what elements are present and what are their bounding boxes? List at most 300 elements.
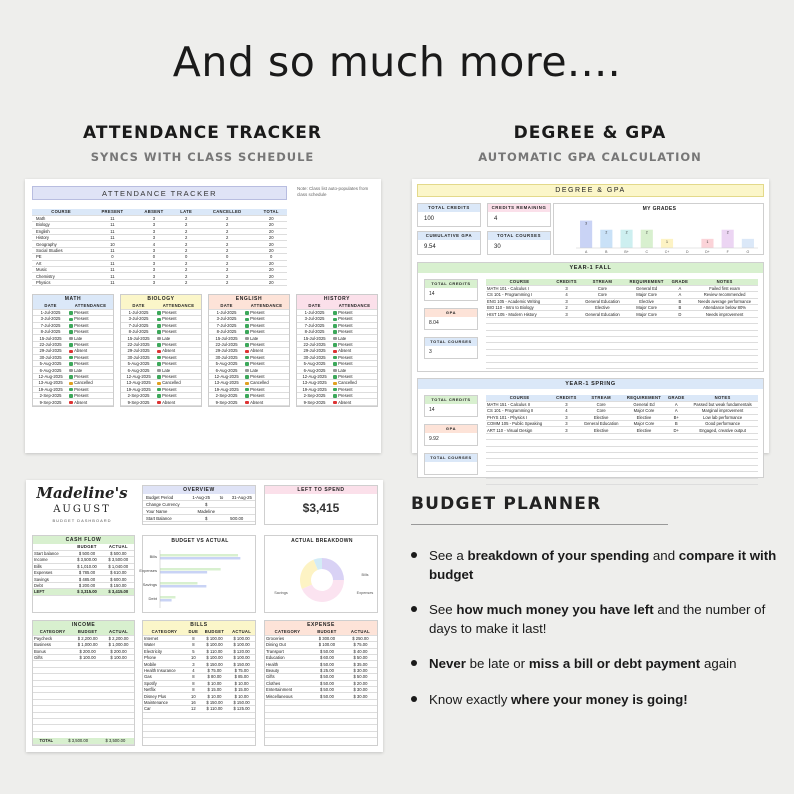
summary-cell: 2 bbox=[173, 279, 199, 285]
log-date: 9-Sep-2025 bbox=[121, 399, 156, 405]
table-cell: $ 30.00 bbox=[344, 687, 377, 693]
summary-cell: 3 bbox=[135, 222, 174, 228]
table-cell: $ 2,200.00 bbox=[72, 635, 103, 641]
log-status-text: Absent bbox=[338, 399, 352, 405]
course-cell bbox=[553, 362, 580, 368]
donut-label: Bills bbox=[361, 573, 369, 577]
summary-cell: 2 bbox=[199, 260, 255, 266]
planner-bullet bbox=[411, 654, 781, 673]
table-cell: Car bbox=[143, 706, 186, 712]
course-cell: ENG 105 - Academic Writing bbox=[486, 298, 553, 304]
course-cell: PHYS 101 - Physics I bbox=[486, 414, 553, 420]
summary-cell: 2 bbox=[199, 215, 255, 221]
cashflow-cell: $ 3,415.00 bbox=[103, 589, 134, 595]
log-date: 1-Jul-2025 bbox=[33, 309, 68, 315]
table-cell: 4 bbox=[186, 667, 201, 673]
log-status-text: Present bbox=[162, 393, 177, 399]
status-check-icon bbox=[157, 356, 161, 360]
log-status-text: Present bbox=[74, 322, 89, 328]
bullet-bold-text: breakdown of your spending bbox=[467, 548, 650, 563]
status-check-icon bbox=[245, 350, 249, 354]
grade-tick-label: F bbox=[726, 250, 729, 254]
year-side-value: 3 bbox=[429, 349, 432, 355]
cashflow-cell: $ 3,315.00 bbox=[71, 589, 102, 595]
course-cell: Elective bbox=[625, 298, 669, 304]
course-cell: A bbox=[665, 401, 687, 407]
log-status-text: Present bbox=[338, 322, 353, 328]
table-cell: Gifts bbox=[33, 655, 72, 661]
summary-cell: 2 bbox=[173, 222, 199, 228]
status-check-icon bbox=[157, 362, 161, 366]
log-status-text: Present bbox=[250, 316, 265, 322]
status-check-icon bbox=[157, 311, 161, 315]
summary-cell: Music bbox=[32, 267, 90, 273]
actual-breakdown-donut bbox=[265, 536, 379, 614]
grades-bar-chart bbox=[554, 204, 765, 256]
summary-cell: 20 bbox=[255, 222, 287, 228]
table-cell bbox=[310, 731, 344, 737]
log-status-text: Present bbox=[250, 361, 265, 367]
grades-chart bbox=[553, 203, 764, 255]
left-to-spend-value: $3,415 bbox=[302, 501, 340, 515]
degree-stat bbox=[487, 203, 551, 227]
table-cell: 8 bbox=[186, 680, 201, 686]
table-cell: 5 bbox=[186, 648, 201, 654]
course-cell: 3 bbox=[553, 285, 580, 291]
table-cell: Water bbox=[143, 642, 186, 648]
log-status-text: Absent bbox=[250, 348, 264, 354]
donut-slice bbox=[300, 560, 318, 589]
summary-cell: 2 bbox=[173, 235, 199, 241]
cashflow-cell: $ 1,040.00 bbox=[103, 563, 134, 569]
course-cell: Attendance below 80% bbox=[691, 305, 758, 311]
log-date: 7-Jul-2025 bbox=[209, 322, 244, 328]
grade-tick-label: B+ bbox=[624, 250, 629, 254]
attendance-log-title: ENGLISH bbox=[209, 295, 289, 303]
course-cell: Passed but weak fundamentals bbox=[687, 401, 758, 407]
course-cell: Core bbox=[580, 285, 624, 291]
table-cell: Gifts bbox=[265, 674, 310, 680]
headline: And so much more.... bbox=[172, 38, 622, 86]
attendance-summary-table bbox=[32, 209, 287, 286]
summary-row bbox=[32, 279, 287, 285]
status-check-icon bbox=[69, 311, 73, 315]
table-cell: $ 2,200.00 bbox=[103, 635, 134, 641]
table-cell: Phone bbox=[143, 655, 186, 661]
course-cell: A bbox=[665, 408, 687, 414]
status-check-icon bbox=[69, 375, 73, 379]
income-panel bbox=[32, 620, 135, 746]
table-cell: $ 10.00 bbox=[201, 693, 228, 699]
log-status-text: Present bbox=[162, 329, 177, 335]
log-date: 7-Jul-2025 bbox=[121, 322, 156, 328]
log-date: 8-Jul-2025 bbox=[33, 329, 68, 335]
log-status-text: Late bbox=[162, 367, 171, 373]
summary-header-cell: CANCELLED bbox=[199, 209, 255, 215]
log-status-text: Absent bbox=[162, 399, 176, 405]
status-check-icon bbox=[69, 324, 73, 328]
status-check-icon bbox=[245, 318, 249, 322]
course-cell: CS 101 - Programming II bbox=[486, 408, 553, 414]
table-row bbox=[265, 642, 377, 648]
course-cell: Elective bbox=[580, 427, 623, 433]
course-cell bbox=[486, 478, 553, 484]
summary-cell: Biology bbox=[32, 222, 90, 228]
table-cell: $ 30.00 bbox=[344, 693, 377, 699]
bullet-bold-text: compare it with budget bbox=[429, 548, 777, 582]
course-cell bbox=[669, 362, 692, 368]
summary-cell: 0 bbox=[255, 254, 287, 260]
summary-cell: 0 bbox=[173, 254, 199, 260]
course-cell: BIO 110 - Intro to Biology bbox=[486, 305, 553, 311]
table-cell bbox=[344, 731, 377, 737]
income-total-cell: $ 3,500.00 bbox=[60, 738, 97, 744]
log-header-cell: DATE bbox=[121, 303, 156, 309]
status-check-icon bbox=[245, 311, 249, 315]
course-cell: General Education bbox=[580, 298, 624, 304]
attendance-log-title: HISTORY bbox=[297, 295, 377, 303]
log-status-text: Late bbox=[74, 335, 83, 341]
table-cell: $ 50.00 bbox=[310, 648, 344, 654]
log-row bbox=[209, 399, 289, 405]
table-cell: $ 110.00 bbox=[201, 706, 228, 712]
summary-cell: 2 bbox=[199, 247, 255, 253]
summary-cell: 11 bbox=[90, 215, 134, 221]
table-row bbox=[265, 635, 377, 641]
course-cell bbox=[580, 478, 623, 484]
table-cell: Miscellaneous bbox=[265, 693, 310, 699]
log-date: 19-Aug-2025 bbox=[209, 386, 244, 392]
summary-cell: 3 bbox=[135, 273, 174, 279]
overview-value bbox=[222, 508, 253, 514]
log-date: 13-Aug-2025 bbox=[209, 380, 244, 386]
course-cell: MATH 101 - Calculus I bbox=[486, 285, 553, 291]
expense-panel bbox=[264, 620, 378, 746]
log-status-text: Present bbox=[250, 322, 265, 328]
log-date: 2-Sep-2025 bbox=[33, 392, 68, 398]
log-date: 12-Aug-2025 bbox=[209, 373, 244, 379]
table-cell bbox=[143, 731, 186, 737]
table-cell bbox=[228, 731, 255, 737]
table-cell: $ 250.00 bbox=[344, 635, 377, 641]
table-header-cell: ACTUAL bbox=[103, 629, 134, 635]
status-check-icon bbox=[69, 330, 73, 334]
bva-actual-bar bbox=[160, 571, 207, 574]
table-cell: $ 110.00 bbox=[201, 648, 228, 654]
log-status-text: Present bbox=[250, 393, 265, 399]
log-status-text: Present bbox=[74, 329, 89, 335]
course-cell: Elective bbox=[580, 414, 623, 420]
budget-vs-actual-chart bbox=[139, 536, 257, 614]
summary-cell: 11 bbox=[90, 267, 134, 273]
bva-budget-bar bbox=[160, 596, 175, 599]
status-check-icon bbox=[333, 369, 337, 373]
attendance-note: Note: Class list auto-populates from class schedule bbox=[297, 186, 369, 197]
left-to-spend-title: LEFT TO SPEND bbox=[265, 486, 377, 494]
status-check-icon bbox=[157, 394, 161, 398]
log-status-text: Present bbox=[250, 386, 265, 392]
log-status-text: Present bbox=[74, 361, 89, 367]
summary-cell: 2 bbox=[173, 267, 199, 273]
table-cell: $ 50.00 bbox=[310, 687, 344, 693]
log-date: 13-Aug-2025 bbox=[33, 380, 68, 386]
bullet-dot-icon bbox=[411, 696, 417, 702]
table-cell: 3 bbox=[186, 661, 201, 667]
summary-cell: 3 bbox=[135, 267, 174, 273]
log-header-cell: DATE bbox=[209, 303, 244, 309]
table-cell: $ 200.00 bbox=[103, 648, 134, 654]
course-cell: A bbox=[669, 285, 692, 291]
course-cell: Low lab performance bbox=[687, 414, 758, 420]
cashflow-row bbox=[33, 570, 134, 576]
table-cell: $ 100.00 bbox=[201, 642, 228, 648]
table-cell: 8 bbox=[186, 642, 201, 648]
summary-cell: 20 bbox=[255, 273, 287, 279]
grade-bar-O bbox=[742, 239, 754, 248]
table-cell: $ 100.00 bbox=[103, 655, 134, 661]
log-status-text: Present bbox=[338, 316, 353, 322]
log-status-text: Present bbox=[338, 373, 353, 379]
table-cell: $ 50.00 bbox=[310, 661, 344, 667]
status-check-icon bbox=[245, 375, 249, 379]
table-cell: $ 200.00 bbox=[72, 648, 103, 654]
bullet-bold-text: miss a bill or debt payment bbox=[528, 656, 701, 671]
degree-subtitle: AUTOMATIC GPA CALCULATION bbox=[478, 150, 702, 164]
table-cell: Entertainment bbox=[265, 687, 310, 693]
status-check-icon bbox=[69, 318, 73, 322]
course-cell: Review recommended bbox=[691, 292, 758, 298]
log-status-text: Present bbox=[338, 393, 353, 399]
cashflow-row bbox=[33, 550, 134, 556]
log-status-text: Present bbox=[162, 310, 177, 316]
income-total-cell: TOTAL bbox=[33, 738, 60, 744]
left-to-spend-panel bbox=[264, 485, 378, 525]
table-cell: $ 75.00 bbox=[344, 642, 377, 648]
cashflow-cell: LEFT bbox=[33, 589, 71, 595]
status-check-icon bbox=[333, 343, 337, 347]
table-cell: $ 40.00 bbox=[344, 648, 377, 654]
log-date: 5-Aug-2025 bbox=[297, 361, 332, 367]
table-cell: $ 25.00 bbox=[310, 667, 344, 673]
grade-bar-label: 3 bbox=[585, 221, 588, 226]
table-cell: 10 bbox=[186, 693, 201, 699]
course-cell: 4 bbox=[553, 292, 580, 298]
degree-stat-value: 100 bbox=[424, 216, 435, 222]
bva-actual-bar bbox=[160, 585, 206, 588]
cashflow-cell: Savings bbox=[33, 576, 71, 582]
log-date: 30-Jul-2025 bbox=[297, 354, 332, 360]
summary-cell: 11 bbox=[90, 228, 134, 234]
table-header-cell: ACTUAL bbox=[344, 629, 377, 635]
year-side-value: 8.04 bbox=[429, 320, 439, 326]
status-check-icon bbox=[157, 382, 161, 386]
log-status-text: Present bbox=[162, 361, 177, 367]
table-cell: $ 10.00 bbox=[228, 693, 255, 699]
course-cell: General Ed bbox=[625, 285, 669, 291]
course-cell: Good performance bbox=[687, 421, 758, 427]
year-side-label: GPA bbox=[425, 309, 477, 317]
course-cell: MATH 151 - Calculus II bbox=[486, 401, 553, 407]
log-status-text: Late bbox=[250, 367, 259, 373]
summary-cell: 2 bbox=[173, 247, 199, 253]
summary-cell: 20 bbox=[255, 279, 287, 285]
summary-cell: History bbox=[32, 235, 90, 241]
course-cell: Major Core bbox=[625, 292, 669, 298]
status-check-icon bbox=[333, 362, 337, 366]
course-cell bbox=[580, 362, 624, 368]
overview-key: Your Name bbox=[146, 509, 168, 514]
log-date: 15-Jul-2025 bbox=[33, 335, 68, 341]
table-cell: Disney Plus bbox=[143, 693, 186, 699]
log-status-text: Present bbox=[74, 393, 89, 399]
log-date: 30-Jul-2025 bbox=[209, 354, 244, 360]
donut-label: Savings bbox=[274, 591, 288, 595]
log-date: 2-Sep-2025 bbox=[209, 392, 244, 398]
table-cell: Beauty bbox=[265, 667, 310, 673]
summary-cell: 2 bbox=[199, 222, 255, 228]
course-cell bbox=[691, 362, 758, 368]
table-cell bbox=[72, 725, 103, 731]
bills-panel bbox=[142, 620, 256, 746]
status-check-icon bbox=[245, 324, 249, 328]
table-cell: Transport bbox=[265, 648, 310, 654]
grade-bar-label: 1 bbox=[666, 239, 668, 244]
status-check-icon bbox=[245, 362, 249, 366]
summary-cell: 0 bbox=[135, 254, 174, 260]
table-row-empty bbox=[33, 725, 134, 731]
table-cell: $ 75.00 bbox=[201, 667, 228, 673]
summary-cell: 20 bbox=[255, 241, 287, 247]
cashflow-cell: Bills bbox=[33, 563, 71, 569]
summary-header-cell: PRESENT bbox=[90, 209, 134, 215]
summary-cell: 20 bbox=[255, 267, 287, 273]
course-header-cell: GRADE bbox=[665, 395, 687, 401]
log-date: 5-Aug-2025 bbox=[33, 361, 68, 367]
log-status-text: Present bbox=[162, 354, 177, 360]
course-cell: COMM 105 - Public Speaking bbox=[486, 421, 553, 427]
course-cell: 3 bbox=[553, 311, 580, 317]
cashflow-cell: Start balance bbox=[33, 550, 71, 556]
table-cell: Clothes bbox=[265, 680, 310, 686]
cashflow-title: CASH FLOW bbox=[33, 536, 134, 544]
log-date: 15-Jul-2025 bbox=[121, 335, 156, 341]
log-date: 1-Jul-2025 bbox=[209, 309, 244, 315]
course-cell: Core bbox=[580, 401, 623, 407]
year-side-stat bbox=[424, 337, 478, 359]
summary-cell: 3 bbox=[135, 247, 174, 253]
log-row bbox=[121, 399, 201, 405]
grade-bar-label: 2 bbox=[625, 230, 628, 235]
overview-value: to bbox=[219, 495, 224, 500]
cashflow-cell: $ 1,010.00 bbox=[71, 563, 102, 569]
status-check-icon bbox=[245, 337, 249, 341]
year-side-stat bbox=[424, 279, 478, 301]
budget-dashboard-label: BUDGET DASHBOARD bbox=[52, 518, 112, 523]
log-date: 12-Aug-2025 bbox=[297, 373, 332, 379]
log-date: 8-Jul-2025 bbox=[209, 329, 244, 335]
course-cell: 3 bbox=[553, 414, 579, 420]
course-header-cell: CREDITS bbox=[553, 279, 580, 285]
grade-bar-label: 2 bbox=[726, 230, 729, 235]
grade-tick-label: D+ bbox=[705, 250, 710, 254]
log-date: 8-Jul-2025 bbox=[121, 329, 156, 335]
table-header-cell: DUE bbox=[186, 629, 201, 635]
cashflow-header-cell: ACTUAL bbox=[103, 544, 134, 550]
course-cell: Failed first exam bbox=[691, 285, 758, 291]
course-header-cell: COURSE bbox=[486, 395, 553, 401]
table-cell: Health Insurance bbox=[143, 667, 186, 673]
log-date: 29-Jul-2025 bbox=[121, 348, 156, 354]
course-header-cell: REQUIREMENT bbox=[625, 279, 669, 285]
bullet-bold-text: Never bbox=[429, 656, 466, 671]
log-status-text: Absent bbox=[250, 399, 264, 405]
bva-label: Bills bbox=[149, 554, 157, 559]
planner-bullet-text bbox=[429, 690, 781, 709]
table-cell: Health bbox=[265, 661, 310, 667]
log-header-cell: ATTENDANCE bbox=[332, 303, 377, 309]
bullet-text: Know exactly bbox=[429, 692, 512, 707]
log-date: 30-Jul-2025 bbox=[33, 354, 68, 360]
status-check-icon bbox=[245, 330, 249, 334]
summary-cell: 20 bbox=[255, 228, 287, 234]
log-date: 6-Aug-2025 bbox=[297, 367, 332, 373]
log-date: 29-Jul-2025 bbox=[297, 348, 332, 354]
table-cell: $ 50.00 bbox=[310, 674, 344, 680]
table-cell: $ 60.00 bbox=[310, 655, 344, 661]
log-status-text: Cancelled bbox=[338, 380, 357, 386]
bullet-dot-icon bbox=[411, 660, 417, 666]
log-date: 2-Sep-2025 bbox=[121, 392, 156, 398]
summary-cell: 0 bbox=[90, 254, 134, 260]
cashflow-cell: $ 150.00 bbox=[103, 582, 134, 588]
table-header-cell: CATEGORY bbox=[265, 629, 310, 635]
degree-stat-label: TOTAL COURSES bbox=[488, 232, 550, 240]
degree-year-block bbox=[417, 262, 764, 372]
log-status-text: Present bbox=[250, 354, 265, 360]
table-cell: $ 75.00 bbox=[228, 667, 255, 673]
summary-cell: 4 bbox=[135, 241, 174, 247]
summary-cell: 2 bbox=[199, 241, 255, 247]
cashflow-cell: $ 200.00 bbox=[71, 582, 102, 588]
grade-bar-label: 1 bbox=[706, 239, 709, 244]
bullet-text: again bbox=[700, 656, 737, 671]
bullet-bold-text: how much money you have left bbox=[456, 602, 654, 617]
summary-cell: 2 bbox=[199, 267, 255, 273]
log-status-text: Present bbox=[74, 316, 89, 322]
course-cell bbox=[625, 362, 669, 368]
course-row-empty bbox=[486, 478, 758, 484]
table-cell: $ 100.00 bbox=[228, 655, 255, 661]
budget-planner-divider bbox=[411, 524, 668, 525]
log-date: 13-Aug-2025 bbox=[121, 380, 156, 386]
overview-value: 500.00 bbox=[230, 516, 244, 521]
table-cell: $ 100.00 bbox=[228, 635, 255, 641]
bullet-text: and the number of days to make it last! bbox=[429, 602, 766, 636]
overview-row bbox=[143, 508, 255, 515]
table-cell: $ 35.00 bbox=[344, 661, 377, 667]
log-date: 6-Aug-2025 bbox=[33, 367, 68, 373]
bullet-text: and bbox=[649, 548, 679, 563]
budget-vs-actual-title: BUDGET VS ACTUAL bbox=[171, 538, 229, 544]
course-table bbox=[486, 279, 758, 369]
summary-cell: Social Studies bbox=[32, 247, 90, 253]
course-header-cell: STREAM bbox=[580, 395, 623, 401]
course-row-empty bbox=[486, 362, 758, 368]
overview-value: $ bbox=[205, 516, 208, 521]
table-cell bbox=[265, 731, 310, 737]
log-date: 22-Jul-2025 bbox=[297, 341, 332, 347]
degree-stat-value: 30 bbox=[494, 244, 501, 250]
